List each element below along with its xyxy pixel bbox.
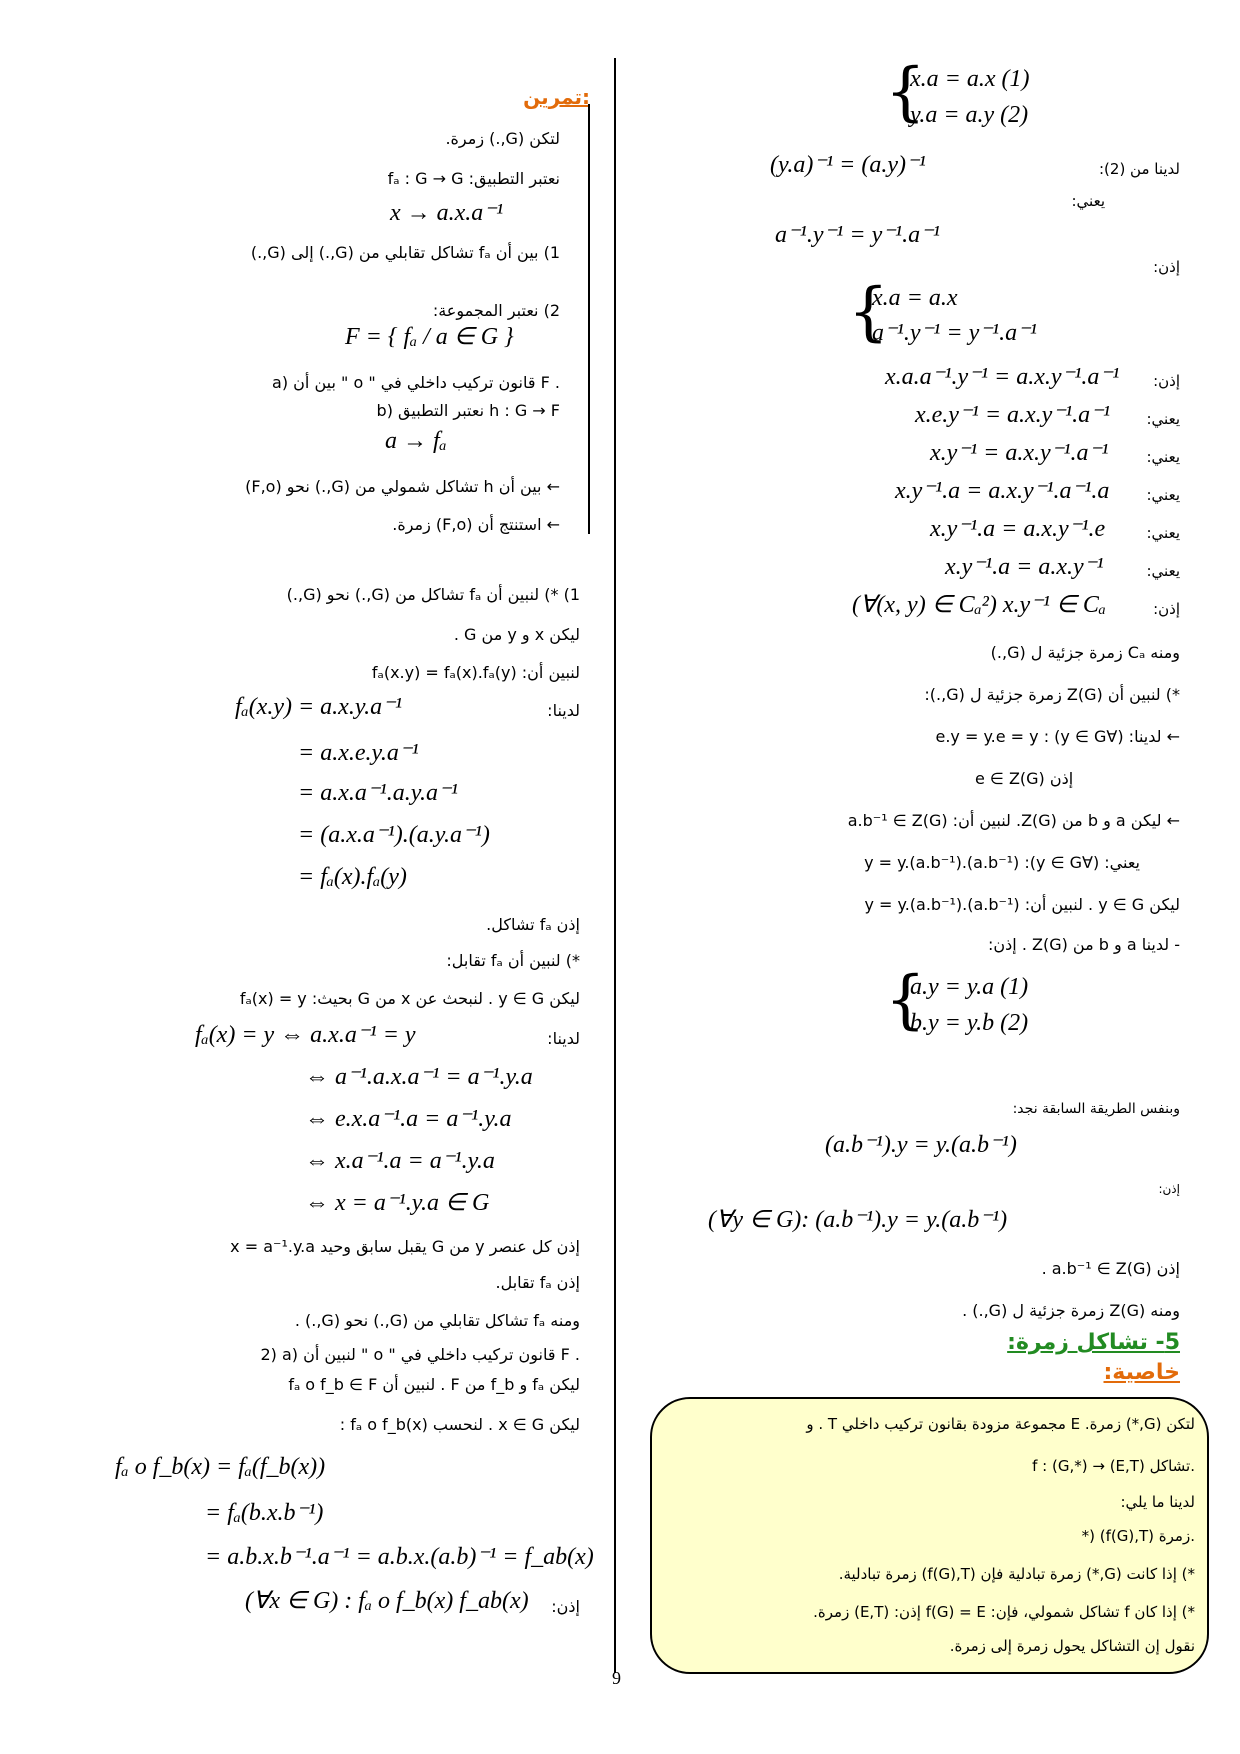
chain-math: x.y⁻¹.a = a.x.y⁻¹.a⁻¹.a xyxy=(895,478,1110,504)
chain-label: يعني: xyxy=(1146,562,1180,580)
solution-math: = (a.x.a⁻¹).(a.y.a⁻¹) xyxy=(298,822,490,848)
left-column xyxy=(30,0,600,1754)
property-box xyxy=(650,1397,1209,1674)
exercise-title: تمرين: xyxy=(523,85,590,109)
property-line: لتكن (G,*) زمرة. E مجموعة مزودة بقانون تركيب داخلي T . و xyxy=(806,1415,1195,1433)
conclusion-zg: ومنه Z(G) زمرة جزئية ل (G,.) . xyxy=(962,1301,1180,1320)
exercise-line: b) نعتبر التطبيق h : G → F xyxy=(376,401,560,420)
property-line: *) إذا كانت (G,*) زمرة تبادلية فإن (f(G),T) زمرة تبادلية. xyxy=(838,1565,1195,1583)
property-line: نقول إن التشاكل يحول زمرة إلى زمرة. xyxy=(949,1637,1195,1655)
system-brace: { xyxy=(885,55,926,129)
chain-math: x.y⁻¹.a = a.x.y⁻¹ xyxy=(945,554,1104,580)
zg-step1: ← لدينا: (∀y ∈ G) : e.y = y.e = y xyxy=(935,727,1180,746)
zg-step4: - لدينا a و b من Z(G) . إذن: xyxy=(988,935,1180,954)
solution-math: fₐ(x) = y ⇔ a.x.a⁻¹ = y xyxy=(195,1022,416,1048)
solution-line: لدينا: xyxy=(547,1029,580,1048)
chain-math: x.a.a⁻¹.y⁻¹ = a.x.y⁻¹.a⁻¹ xyxy=(885,364,1120,390)
solution-math: fₐ o f_b(x) = fₐ(f_b(x)) xyxy=(115,1454,326,1480)
system1-eq1: x.a = a.x (1) xyxy=(910,66,1030,92)
solution-line: ومنه fₐ تشاكل تقابلي من (G,.) نحو (G,.) . xyxy=(294,1311,580,1330)
idhan-label-2: إذن: xyxy=(1158,1182,1180,1196)
system3-eq1: a.y = y.a (1) xyxy=(910,974,1029,1000)
property-line: *) (f(G),T) زمرة. xyxy=(1081,1527,1195,1545)
exercise-line: ← بين أن h تشاكل شمولي من (G,.) نحو (F,o) xyxy=(245,477,560,496)
zg-title: *) لنبين أن Z(G) زمرة جزئية ل (G,.): xyxy=(924,685,1180,704)
exercise-line: 1) بين أن fₐ تشاكل تقابلي من (G,.) إلى (G,.) xyxy=(250,243,560,262)
exercise-bar xyxy=(566,104,590,534)
solution-math: = a.x.e.y.a⁻¹ xyxy=(298,740,419,766)
solution-math: ⇔ e.x.a⁻¹.a = a⁻¹.y.a xyxy=(305,1106,512,1132)
system3-eq2: b.y = y.b (2) xyxy=(910,1010,1029,1036)
system-brace: { xyxy=(885,963,926,1037)
solution-math: = fₐ(x).fₐ(y) xyxy=(298,864,407,890)
idhan-label-3: إذن a.b⁻¹ ∈ Z(G) . xyxy=(1041,1259,1180,1278)
chain-math: x.y⁻¹.a = a.x.y⁻¹.e xyxy=(930,516,1106,542)
solution-math: = a.x.a⁻¹.a.y.a⁻¹ xyxy=(298,780,458,806)
solution-math: ⇔ x = a⁻¹.y.a ∈ G xyxy=(305,1190,490,1216)
from2-math: (y.a)⁻¹ = (a.y)⁻¹ xyxy=(770,152,926,178)
same-method: وبنفس الطريقة السابقة نجد: xyxy=(1012,1101,1180,1117)
chain-label: يعني: xyxy=(1146,524,1180,542)
solution-math: ⇔ a⁻¹.a.x.a⁻¹ = a⁻¹.y.a xyxy=(305,1064,533,1090)
yaani-label: يعني: xyxy=(1071,192,1105,210)
solution-line: لنبين أن: fₐ(x.y) = fₐ(x).fₐ(y) xyxy=(371,663,580,682)
solution-line: 2) a) لنبين أن " o " قانون تركيب داخلي في F . xyxy=(260,1345,580,1364)
solution-math: = fₐ(b.x.b⁻¹) xyxy=(205,1500,324,1526)
chain-label: يعني: xyxy=(1146,486,1180,504)
forall-result: (∀y ∈ G): (a.b⁻¹).y = y.(a.b⁻¹) xyxy=(708,1207,1008,1233)
solution-line: ليكن y ∈ G . لنبحث عن x من G بحيث: fₐ(x) = y xyxy=(239,989,580,1008)
exercise-map: x → a.x.a⁻¹ xyxy=(390,200,504,226)
exercise-line: ← استنتج أن (F,o) زمرة. xyxy=(392,515,560,534)
page-number: 9 xyxy=(612,1668,621,1688)
zg-step2: ← ليكن a و b من Z(G). لنبين أن: a.b⁻¹ ∈ Z(G) xyxy=(847,811,1180,830)
solution-line: ليكن x و y من G . xyxy=(453,625,580,644)
zg-step1b: إذن e ∈ Z(G) xyxy=(975,769,1074,788)
solution-line: ليكن x ∈ G . لنحسب fₐ o f_b(x) : xyxy=(339,1415,580,1434)
exercise-line: 2) نعتبر المجموعة: xyxy=(432,301,560,320)
solution-line: *) لنبين أن fₐ تقابل: xyxy=(446,951,580,970)
idhan-label: إذن: xyxy=(1153,258,1180,276)
system1-eq2: y.a = a.y (2) xyxy=(910,102,1029,128)
exercise-map: a → fₐ xyxy=(385,428,447,454)
from2-label: لدينا من (2): xyxy=(1098,160,1180,178)
solution-line: إذن fₐ تقابل. xyxy=(495,1273,580,1292)
solution-math: (∀x ∈ G) : fₐ o f_b(x) f_ab(x) xyxy=(245,1588,529,1614)
solution-math: = a.b.x.b⁻¹.a⁻¹ = a.b.x.(a.b)⁻¹ = f_ab(x) xyxy=(205,1544,594,1570)
system-brace: { xyxy=(848,275,889,349)
same-result: (a.b⁻¹).y = y.(a.b⁻¹) xyxy=(825,1132,1017,1158)
solution-line: إذن fₐ تشاكل. xyxy=(486,915,580,934)
property-title: خاصية: xyxy=(1103,1360,1180,1385)
solution-line: 1) *) لنبين أن fₐ تشاكل من (G,.) نحو (G,.) xyxy=(286,585,580,604)
property-line: f : (G,*) → (E,T) تشاكل. xyxy=(1032,1457,1195,1475)
solution-math: ⇔ x.a⁻¹.a = a⁻¹.y.a xyxy=(305,1148,495,1174)
section-title: 5- تشاكل زمرة: xyxy=(1007,1330,1180,1355)
chain-label: يعني: xyxy=(1146,410,1180,428)
exercise-line: لتكن (G,.) زمرة. xyxy=(445,129,560,148)
exercise-line: a) بين أن " o " قانون تركيب داخلي في F . xyxy=(272,373,560,392)
chain-label: إذن: xyxy=(1153,372,1180,390)
property-line: *) إذا كان f تشاكل شمولي، فإن: f(G) = E إذن: (E,T) زمرة. xyxy=(813,1603,1195,1621)
system2-eq1: x.a = a.x xyxy=(872,285,958,311)
exercise-line: نعتبر التطبيق: fₐ : G → G xyxy=(387,169,560,188)
solution-line: لدينا: xyxy=(547,701,580,720)
zg-step2b: يعني: (∀y ∈ G): (a.b⁻¹).y = y.(a.b⁻¹) xyxy=(864,853,1140,872)
property-line: لدينا ما يلي: xyxy=(1120,1493,1195,1511)
column-divider xyxy=(614,58,616,1673)
zg-step3: ليكن y ∈ G . لنبين أن: (a.b⁻¹).y = y.(a.b⁻¹) xyxy=(864,895,1180,914)
solution-line: إذن كل عنصر y من G يقبل سابق وحيد x = a⁻¹.y.a xyxy=(230,1237,580,1256)
system2-eq2: a⁻¹.y⁻¹ = y⁻¹.a⁻¹ xyxy=(872,320,1037,346)
chain-label: يعني: xyxy=(1146,448,1180,466)
exercise-set: F = { fₐ / a ∈ G } xyxy=(345,324,514,350)
chain-math: x.y⁻¹ = a.x.y⁻¹.a⁻¹ xyxy=(930,440,1109,466)
inv-eq: a⁻¹.y⁻¹ = y⁻¹.a⁻¹ xyxy=(775,222,940,248)
chain-math: x.e.y⁻¹ = a.x.y⁻¹.a⁻¹ xyxy=(915,402,1111,428)
chain-math: (∀(x, y) ∈ Cₐ²) x.y⁻¹ ∈ Cₐ xyxy=(852,592,1106,618)
chain-label: إذن: xyxy=(1153,600,1180,618)
solution-line: إذن: xyxy=(551,1597,580,1616)
solution-math: fₐ(x.y) = a.x.y.a⁻¹ xyxy=(235,694,403,720)
conclusion-ca: ومنه Cₐ زمرة جزئية ل (G,.) xyxy=(990,643,1180,662)
solution-line: ليكن fₐ و f_b من F . لنبين أن fₐ o f_b ∈ F xyxy=(288,1375,580,1394)
